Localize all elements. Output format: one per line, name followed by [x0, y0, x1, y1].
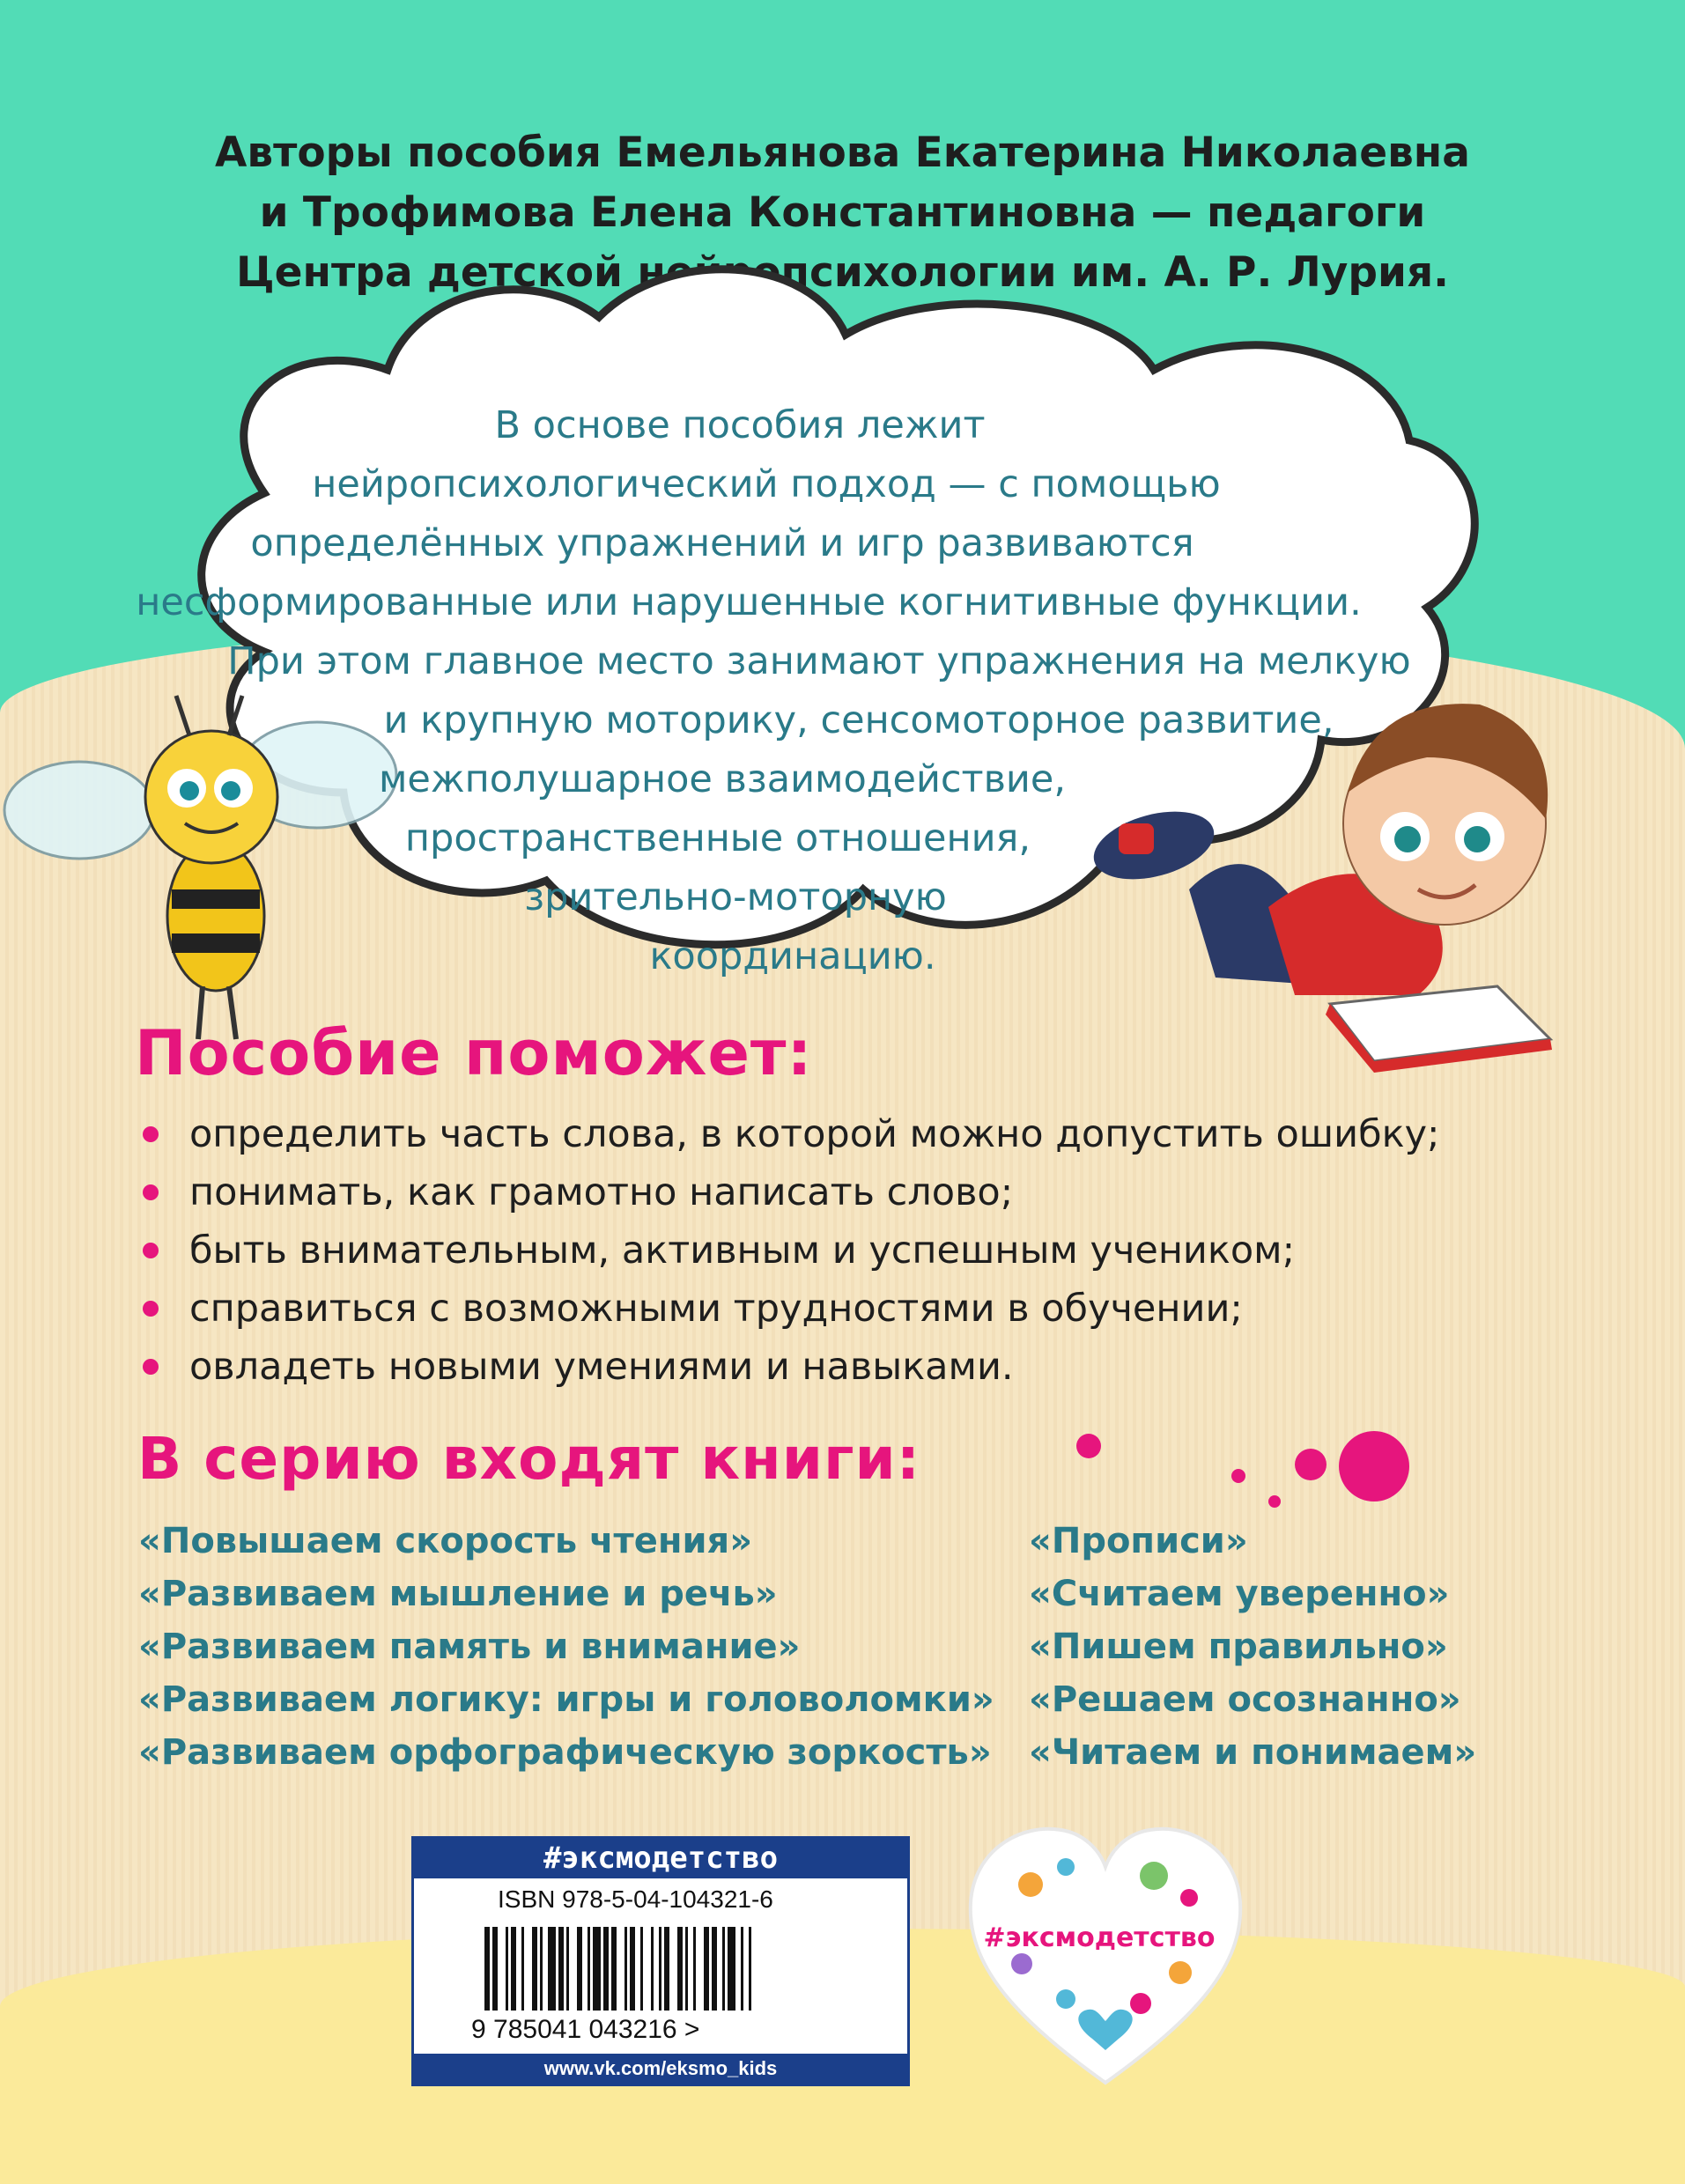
heart-hashtag: #эксмодетство — [983, 1922, 1216, 1953]
list-item-text: овладеть новыми умениями и навыками. — [189, 1345, 1014, 1389]
book-title: «Развиваем орфографическую зоркость» — [138, 1732, 992, 1773]
cloud-line: определённых упражнений и игр развиваются — [250, 521, 1194, 565]
decor-dot-icon — [1295, 1449, 1327, 1480]
book-title: «Развиваем память и внимание» — [138, 1627, 801, 1667]
authors-line: и Трофимова Елена Константиновна — педагоги — [259, 188, 1426, 237]
barcode-bar — [484, 1927, 490, 2011]
book-title: «Читаем и понимаем» — [1029, 1732, 1477, 1773]
book-title: «Прописи» — [1029, 1521, 1248, 1561]
barcode-bar — [611, 1927, 617, 2011]
barcode-bar — [492, 1927, 498, 2011]
barcode-bar — [640, 1927, 643, 2011]
barcode-bar — [664, 1927, 669, 2011]
barcode-bar — [728, 1927, 735, 2011]
barcode-bar — [577, 1927, 582, 2011]
list-item — [132, 1280, 1541, 1338]
series-list-left — [138, 1515, 994, 1779]
barcode-bar — [630, 1927, 635, 2011]
cloud-line: При этом главное место занимают упражнения на мелкую — [227, 639, 1411, 683]
barcode-bar — [588, 1927, 590, 2011]
heart-sticker-icon — [960, 1814, 1251, 2096]
barcode-bar — [741, 1927, 743, 2011]
barcode-bar — [693, 1927, 696, 2011]
barcode-bar — [651, 1927, 654, 2011]
cloud-line: и крупную моторику, сенсомоторное развитие, — [383, 698, 1334, 742]
decor-dot-icon — [1076, 1434, 1101, 1458]
vk-link[interactable]: www.vk.com/eksmo_kids — [414, 2054, 907, 2084]
cloud-line: координацию. — [649, 934, 936, 978]
barcode-bar — [532, 1927, 537, 2011]
cloud-line: межполушарное взаимодействие, — [378, 757, 1066, 801]
barcode-bar — [704, 1927, 709, 2011]
barcode-box — [411, 1836, 910, 2086]
decor-dot-icon — [1268, 1495, 1281, 1508]
list-item-text: быть внимательным, активным и успешным учеником; — [189, 1228, 1296, 1273]
list-item — [132, 1163, 1541, 1221]
cloud-line: несформированные или нарушенные когнитивные функции. — [136, 580, 1362, 624]
list-item — [132, 1105, 1541, 1163]
barcode-bar — [540, 1927, 543, 2011]
barcode-digits: 9 785041 043216 > — [471, 2015, 700, 2044]
barcode-bar — [624, 1927, 627, 2011]
book-title: «Считаем уверенно» — [1029, 1574, 1450, 1614]
series-list-right — [1029, 1515, 1476, 1779]
barcode-bar — [659, 1927, 661, 2011]
barcode-bar — [677, 1927, 683, 2011]
barcode-bar — [521, 1927, 524, 2011]
decor-dot-icon — [1231, 1469, 1245, 1483]
barcode-bar — [593, 1927, 601, 2011]
series-heading: В серию входят книги: — [137, 1425, 921, 1493]
barcode-bar — [506, 1927, 508, 2011]
book-title: «Пишем правильно» — [1029, 1627, 1448, 1667]
cloud-text — [136, 396, 1418, 986]
list-item — [132, 1221, 1541, 1280]
barcode-hashtag: #эксмодетство — [414, 1839, 907, 1878]
barcode-bar — [722, 1927, 725, 2011]
barcode-icon — [484, 1927, 837, 2015]
barcode-bar — [511, 1927, 516, 2011]
barcode-bar — [548, 1927, 556, 2011]
cloud-line: пространственные отношения, — [404, 816, 1031, 860]
barcode-bar — [749, 1927, 751, 2011]
authors-line: Центра детской нейропсихологии им. А. Р. Лурия. — [235, 248, 1450, 297]
bullet-dot-icon — [143, 1184, 159, 1200]
cloud-line: зрительно-моторную — [524, 875, 947, 919]
book-title: «Развиваем логику: игры и головоломки» — [138, 1679, 994, 1720]
bullet-dot-icon — [143, 1301, 159, 1317]
barcode-bar — [603, 1927, 609, 2011]
barcode-bar — [558, 1927, 564, 2011]
list-item — [132, 1338, 1541, 1396]
book-title: «Решаем осознанно» — [1029, 1679, 1461, 1720]
help-list — [132, 1105, 1541, 1396]
barcode-bar — [712, 1927, 717, 2011]
barcode-bar — [685, 1927, 688, 2011]
bullet-dot-icon — [143, 1126, 159, 1142]
decor-dot-icon — [1339, 1431, 1409, 1502]
bullet-dot-icon — [143, 1243, 159, 1258]
help-heading: Пособие поможет: — [135, 1017, 813, 1089]
cloud-line: В основе пособия лежит — [494, 403, 986, 447]
bullet-dot-icon — [143, 1359, 159, 1375]
isbn-text: ISBN 978-5-04-104321-6 — [498, 1885, 773, 1913]
authors-line: Авторы пособия Емельянова Екатерина Николаевна — [214, 129, 1471, 177]
list-item-text: понимать, как грамотно написать слово; — [189, 1170, 1014, 1214]
list-item-text: справиться с возможными трудностями в обучении; — [189, 1287, 1243, 1331]
list-item-text: определить часть слова, в которой можно допустить ошибку; — [189, 1112, 1440, 1156]
book-title: «Развиваем мышление и речь» — [138, 1574, 778, 1614]
barcode-bar — [566, 1927, 569, 2011]
book-title: «Повышаем скорость чтения» — [138, 1521, 753, 1561]
cloud-line: нейропсихологический подход — с помощью — [312, 462, 1221, 506]
